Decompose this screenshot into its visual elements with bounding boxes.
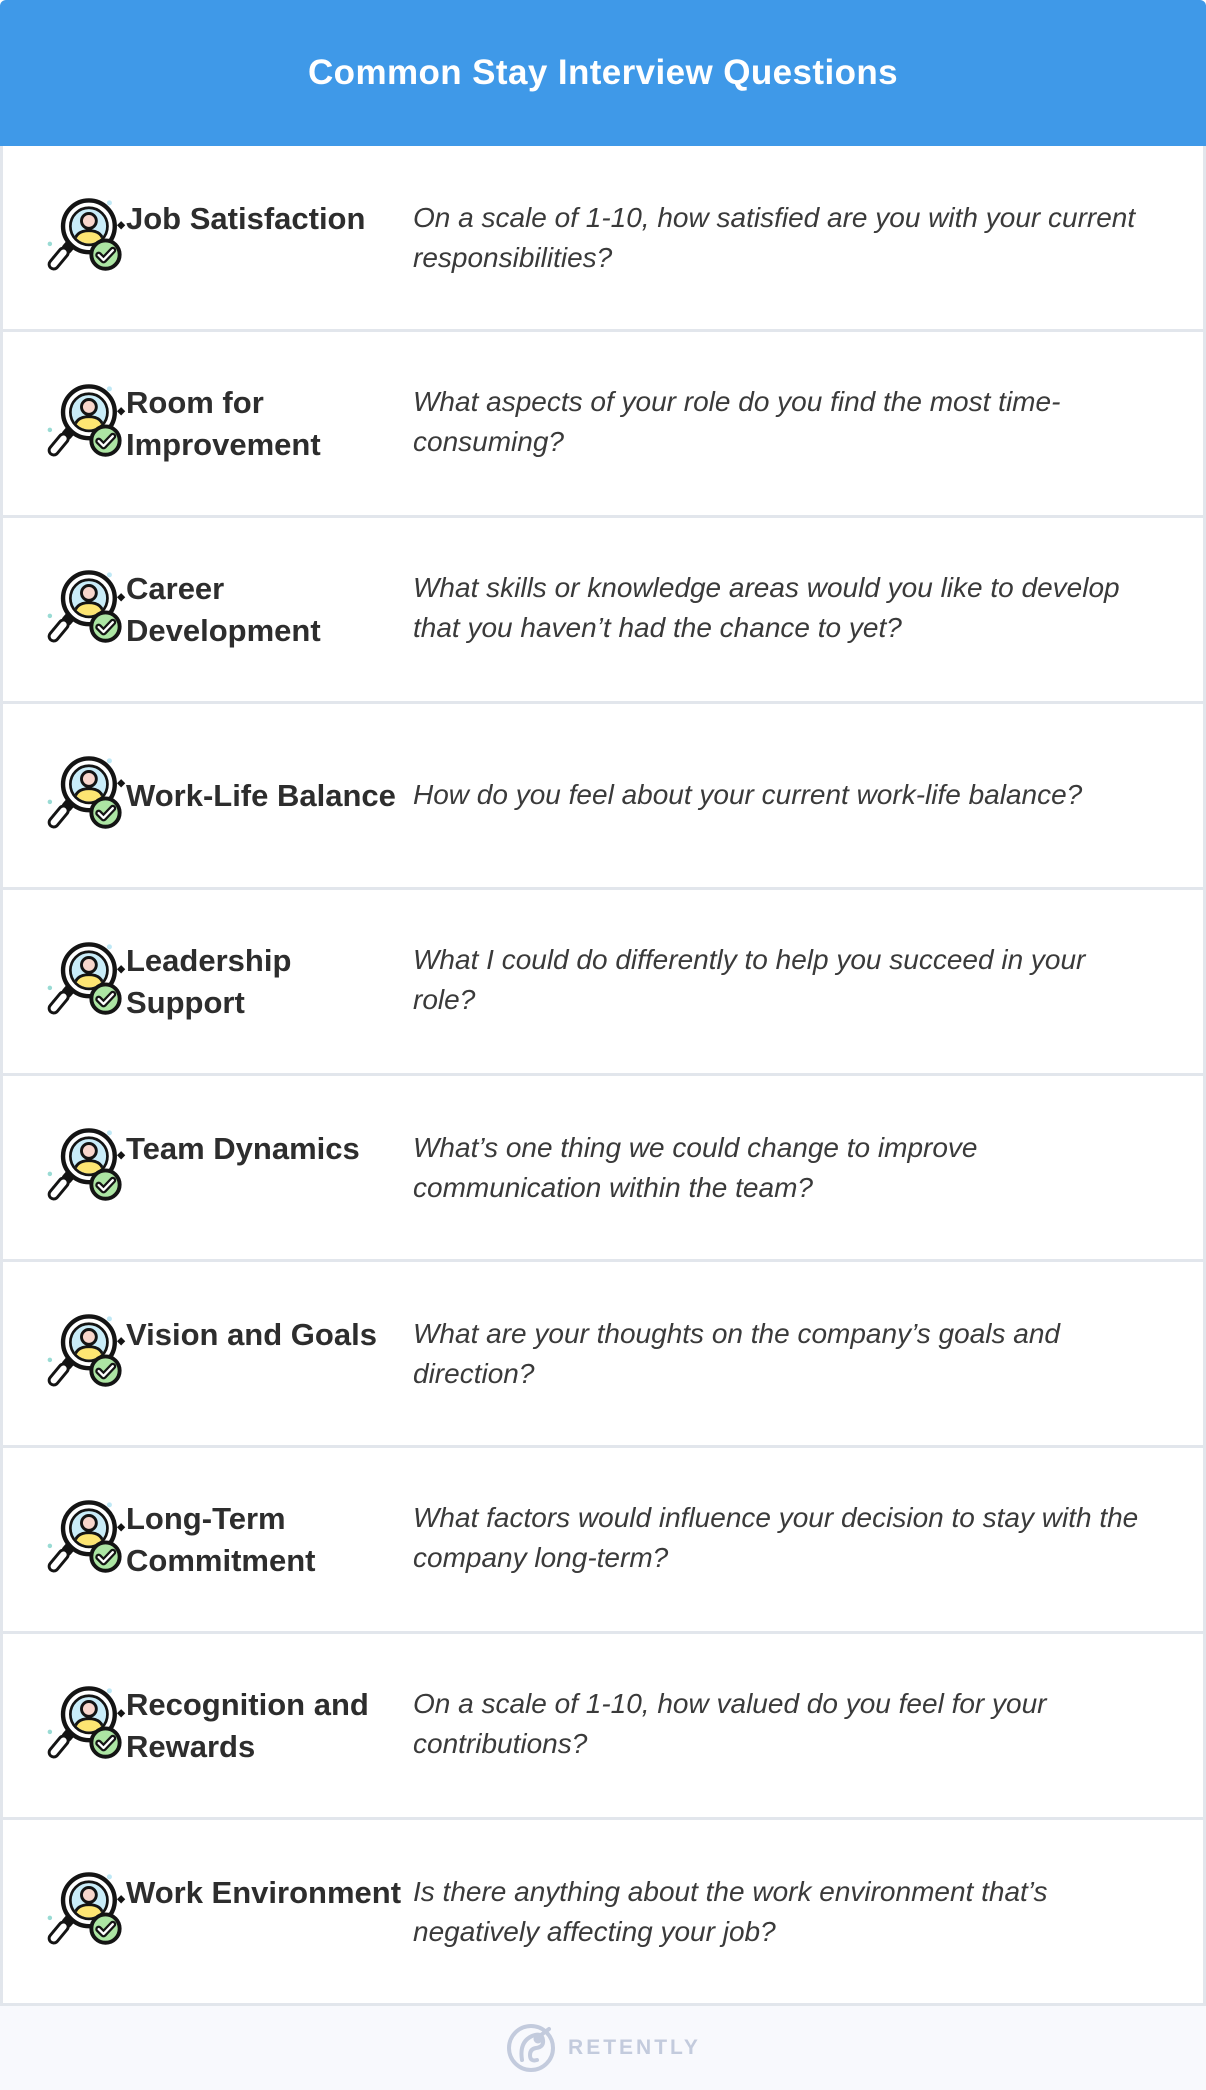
row-question: What’s one thing we could change to improve communication within the team?: [413, 1131, 978, 1203]
row-question: On a scale of 1-10, how satisfied are you with your current responsibilities?: [413, 201, 1136, 273]
row-text: [126, 1872, 1203, 1952]
question-row: [3, 146, 1203, 332]
row-title: Work Environment: [126, 1874, 402, 1910]
retently-logo-icon: [505, 2022, 557, 2074]
row-title: Leadership Support: [126, 942, 292, 1020]
question-row: [3, 1820, 1203, 2006]
row-title: Long-Term Commitment: [126, 1500, 316, 1578]
row-question: What factors would influence your decision to stay with the company long-term?: [413, 1501, 1139, 1573]
row-question: Is there anything about the work environment that’s negatively affecting your job?: [413, 1875, 1048, 1947]
row-text: [126, 775, 1203, 817]
row-question: On a scale of 1-10, how valued do you feel for your contributions?: [413, 1687, 1047, 1759]
page-title: Common Stay Interview Questions: [307, 53, 899, 92]
magnifier-person-check-icon: [44, 940, 126, 1024]
row-text: [126, 198, 1203, 278]
magnifier-person-check-icon: [44, 1312, 126, 1396]
question-row: [3, 518, 1203, 704]
magnifier-person-check-icon: [44, 1126, 126, 1210]
question-row: [3, 332, 1203, 518]
row-question: What are your thoughts on the company’s goals and direction?: [413, 1317, 1060, 1389]
magnifier-person-check-icon: [44, 1498, 126, 1582]
row-text: [126, 1498, 1203, 1582]
row-title: Recognition and Rewards: [126, 1686, 369, 1764]
row-title: Room for Improvement: [126, 384, 321, 462]
row-text: [126, 1314, 1203, 1394]
question-row: [3, 704, 1203, 890]
footer: [0, 2006, 1206, 2090]
row-title: Work-Life Balance: [126, 777, 396, 813]
row-question: How do you feel about your current work-life balance?: [413, 778, 1083, 810]
row-title: Career Development: [126, 570, 321, 648]
row-title: Job Satisfaction: [126, 200, 366, 236]
question-row: [3, 1076, 1203, 1262]
row-text: [126, 1128, 1203, 1208]
row-title: Team Dynamics: [126, 1130, 360, 1166]
brand-name: RETENTLY: [568, 2036, 701, 2059]
row-text: [126, 568, 1203, 652]
row-text: [126, 1684, 1203, 1768]
row-question: What skills or knowledge areas would you like to develop that you haven’t had the chance to yet?: [413, 571, 1120, 643]
magnifier-person-check-icon: [44, 1870, 126, 1954]
row-text: [126, 940, 1203, 1024]
row-question: What I could do differently to help you succeed in your role?: [413, 943, 1086, 1015]
question-list: [0, 146, 1206, 2006]
magnifier-person-check-icon: [44, 754, 126, 838]
question-row: [3, 1262, 1203, 1448]
question-row: [3, 1634, 1203, 1820]
magnifier-person-check-icon: [44, 568, 126, 652]
magnifier-person-check-icon: [44, 196, 126, 280]
question-row: [3, 1448, 1203, 1634]
magnifier-person-check-icon: [44, 1684, 126, 1768]
header: [0, 0, 1206, 146]
magnifier-person-check-icon: [44, 382, 126, 466]
row-question: What aspects of your role do you find the most time-consuming?: [413, 385, 1061, 457]
question-row: [3, 890, 1203, 1076]
row-title: Vision and Goals: [126, 1316, 377, 1352]
row-text: [126, 382, 1203, 466]
